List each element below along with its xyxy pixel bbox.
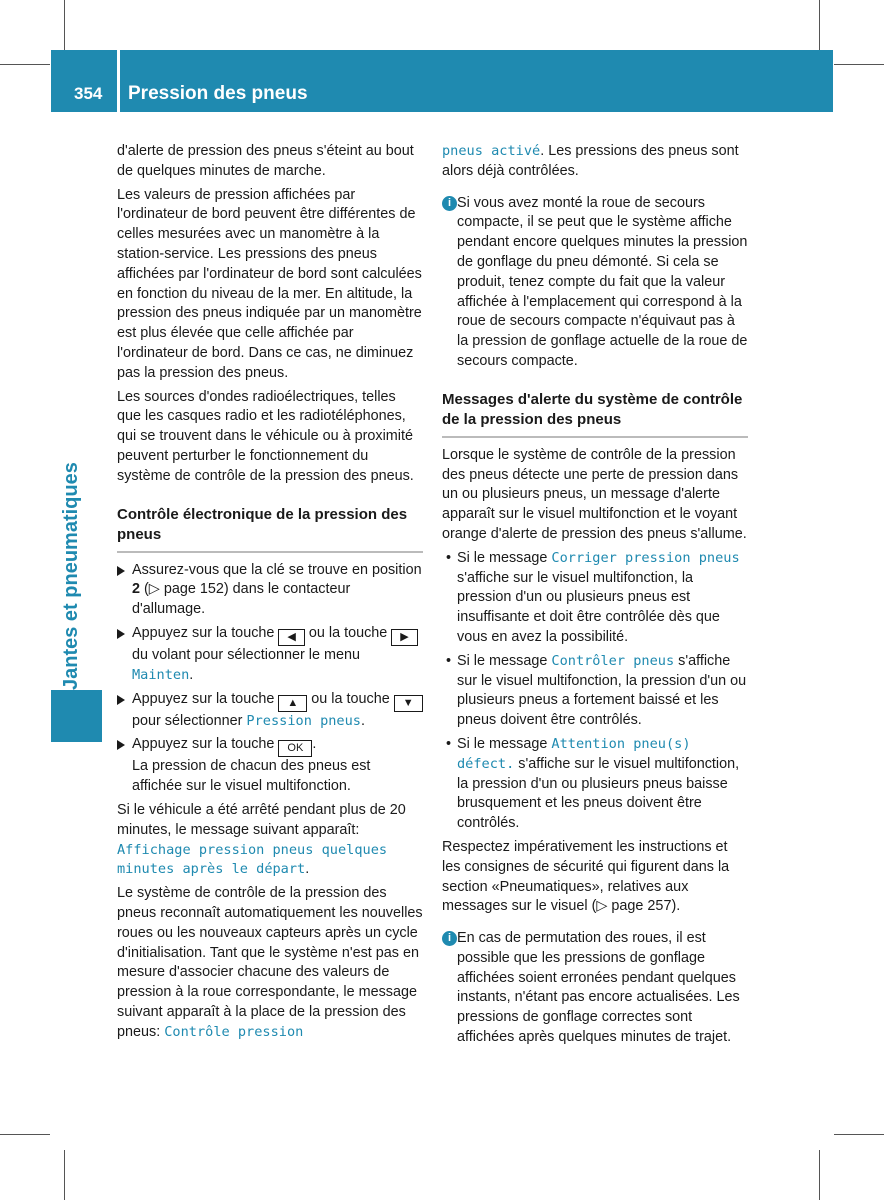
page-number: 354 (74, 84, 103, 103)
right-column (442, 142, 748, 1052)
step-arrow-icon (117, 695, 125, 705)
section-heading: Messages d'alerte du système de contrôle de la pression des pneus (442, 390, 748, 438)
info-icon: i (442, 196, 457, 211)
left-column (117, 142, 423, 1046)
instruction-step: Appuyez sur la touche ◀ ou la touche ▶ du volant pour sélectionner le menu Mainten. (117, 624, 423, 686)
paragraph: Les valeurs de pression affichées par l'ordinateur de bord peuvent être différentes de celles mesurées avec un manomètre à la station-service. Les pressions des pneus affichées par l'ordinateur de bord sont calculées en fonction du niveau de la mer. En altitude, la pression des pneus indiquée par un manomètre est plus élevée que celle affichée par l'ordinateur de bord. Dans ce cas, ne diminuez pas la pression des pneus. (117, 186, 422, 381)
info-icon: i (442, 931, 457, 946)
crop-mark (834, 64, 884, 65)
page-title: Pression des pneus (128, 83, 308, 104)
header-divider (117, 50, 120, 112)
side-tab-block (51, 690, 102, 742)
step-arrow-icon (117, 740, 125, 750)
bullet-icon: • (446, 549, 452, 566)
paragraph: pneus activé. Les pressions des pneus sont alors déjà contrôlées. (442, 143, 739, 179)
instruction-step: Appuyez sur la touche OK . La pression de chacun des pneus est affichée sur le visuel multifonction. (117, 735, 423, 797)
paragraph: Respectez impérativement les instructions et les consignes de sécurité qui figurent dans la section «Pneumatiques», relatives aux messages sur le visuel (▷ page 257). (442, 838, 730, 915)
crop-mark (0, 64, 50, 65)
paragraph: Le système de contrôle de la pression des pneus reconnaît automatiquement les nouvelles roues ou les nouveaux capteurs après un cycle d'initialisation. Tant que le système n'est pas en mesure d'associer chacune des valeurs de pression à la roue correspondante, le message suivant apparaît à la place de la pression des pneus: Contrôle pression (117, 885, 423, 1040)
info-note: i Si vous avez monté la roue de secours compacte, il se peut que le système affiche pendant encore quelques minutes la pression de gonflage du pneu démonté. Si cela se produit, tenez compte du fait que la valeur affichée à l'emplacement qui correspond à la roue de secours compacte n'équivaut pas à la pression de gonflage actuelle de la roue de secours compacte. (442, 194, 748, 372)
bullet-icon: • (446, 735, 452, 752)
crop-mark (64, 1150, 65, 1200)
list-item: • Si le message Attention pneu(s) défect. s'affiche sur le visuel multifonction, la pression d'un ou plusieurs pneus baisse brusquement et les pneus doivent être contrôlés. (446, 735, 740, 832)
list-item: • Si le message Contrôler pneus s'affiche sur le visuel multifonction, la pression d'un ou plusieurs pneus a fortement baissé et les pneus doivent être contrôlés. (446, 652, 747, 729)
paragraph: Lorsque le système de contrôle de la pression des pneus détecte une perte de pression dans un ou plusieurs pneus, un message d'alerte apparaît sur le visuel multifonction et le voyant orange d'alerte de pression des pneus s'allume. (442, 446, 747, 542)
paragraph: Si le véhicule a été arrêté pendant plus de 20 minutes, le message suivant apparaît: Affichage pression pneus quelques minutes après le départ. (117, 801, 406, 878)
down-key-icon: ▼ (394, 695, 423, 712)
bullet-icon: • (446, 652, 452, 669)
paragraph: Les sources d'ondes radioélectriques, telles que les casques radio et les radiotéléphones, qui se trouvent dans le véhicule ou à proximité peuvent perturber le fonctionnement du système de contrôle de la pression des pneus. (117, 388, 414, 484)
crop-mark (0, 1134, 50, 1135)
crop-mark (819, 1150, 820, 1200)
instruction-step: Appuyez sur la touche ▲ ou la touche ▼ pour sélectionner Pression pneus. (117, 690, 423, 732)
section-tab-label: Jantes et pneumatiques (60, 462, 82, 690)
list-item: • Si le message Corriger pression pneus s'affiche sur le visuel multifonction, la pression d'un ou plusieurs pneus est insuffisante et doit être contrôlée dès que vous en avez la possibilité. (446, 549, 740, 645)
crop-mark (819, 0, 820, 50)
ok-key-icon: OK (278, 740, 312, 757)
right-key-icon: ▶ (391, 629, 417, 646)
crop-mark (64, 0, 65, 50)
step-arrow-icon (117, 629, 125, 639)
up-key-icon: ▲ (278, 695, 307, 712)
crop-mark (834, 1134, 884, 1135)
step-arrow-icon (117, 566, 125, 576)
info-note: i En cas de permutation des roues, il est possible que les pressions de gonflage affichées soient erronées pendant quelques instants, n'étant pas encore actualisées. Les pressions de gonflage correctes sont affichées après quelques minutes de trajet. (442, 929, 748, 1048)
paragraph: d'alerte de pression des pneus s'éteint au bout de quelques minutes de marche. (117, 143, 414, 179)
instruction-step: Assurez-vous que la clé se trouve en position 2 (▷ page 152) dans le contacteur d'allumage. (117, 561, 423, 620)
section-heading: Contrôle électronique de la pression des pneus (117, 505, 423, 553)
left-key-icon: ◀ (278, 629, 304, 646)
